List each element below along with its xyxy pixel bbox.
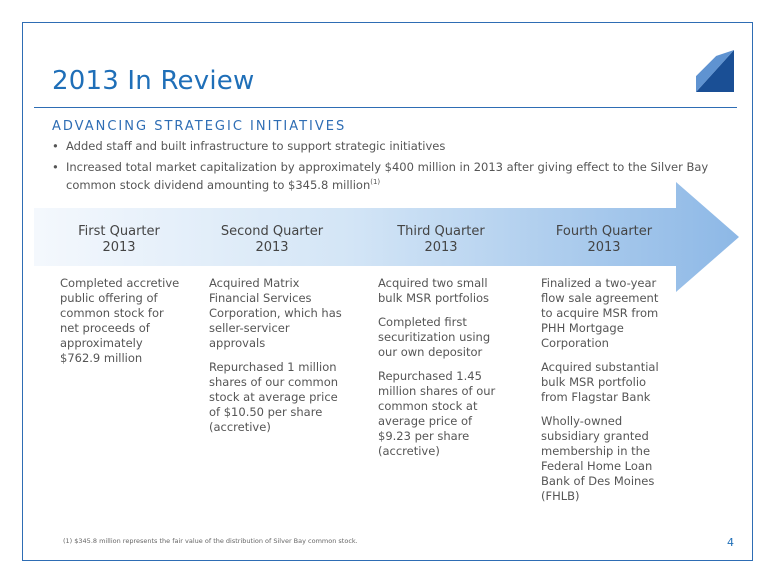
q3-item: Acquired two small bulk MSR portfolios	[378, 276, 490, 305]
q1-column	[60, 276, 186, 375]
quarter-header-q3: Third Quarter 2013	[397, 224, 485, 255]
q2-column	[209, 276, 347, 444]
q4-item: Finalized a two-year flow sale agreement to acquire MSR from PHH Mortgage Corporation	[541, 276, 659, 350]
quarter-header-q1: First Quarter 2013	[78, 224, 160, 255]
q1-item: Completed accretive public offering of common stock for net proceeds of approximately $762.9 million	[60, 276, 180, 365]
q4-column	[541, 276, 671, 513]
quarter-header-q2: Second Quarter 2013	[220, 224, 324, 255]
page-title: 2013 In Review	[52, 66, 255, 96]
title-divider	[34, 107, 737, 108]
q4-item: Acquired substantial bulk MSR portfolio from Flagstar Bank	[541, 360, 659, 404]
quarter-header-q4: Fourth Quarter 2013	[555, 224, 653, 255]
q2-item: Repurchased 1 million shares of our common stock at average price of $10.50 per share (accretive)	[209, 360, 339, 434]
company-logo-icon	[696, 50, 734, 92]
footnote-marker: (1)	[370, 178, 381, 186]
q3-column	[378, 276, 508, 468]
page-number: 4	[727, 536, 734, 549]
q3-item: Repurchased 1.45 million shares of our common stock at average price of $9.23 per share (accretive)	[378, 369, 496, 458]
q2-item: Acquired Matrix Financial Services Corporation, which has seller-servicer approvals	[209, 276, 342, 350]
footnote: (1) $345.8 million represents the fair value of the distribution of Silver Bay common stock.	[63, 537, 358, 545]
section-subheading: ADVANCING STRATEGIC INITIATIVES	[52, 119, 347, 134]
bullet-item: • Increased total market capitalization by approximately $400 million in 2013 after giving effect to the Silver Bay common stock dividend amounting to $345.8 million$^{(1)}$	[52, 160, 732, 193]
bullet-item: • Added staff and built infrastructure to support strategic initiatives	[52, 139, 732, 154]
q4-item: Wholly-owned subsidiary granted membership in the Federal Home Loan Bank of Des Moines (FHLB)	[541, 414, 655, 503]
q3-item: Completed first securitization using our own depositor	[378, 315, 491, 359]
